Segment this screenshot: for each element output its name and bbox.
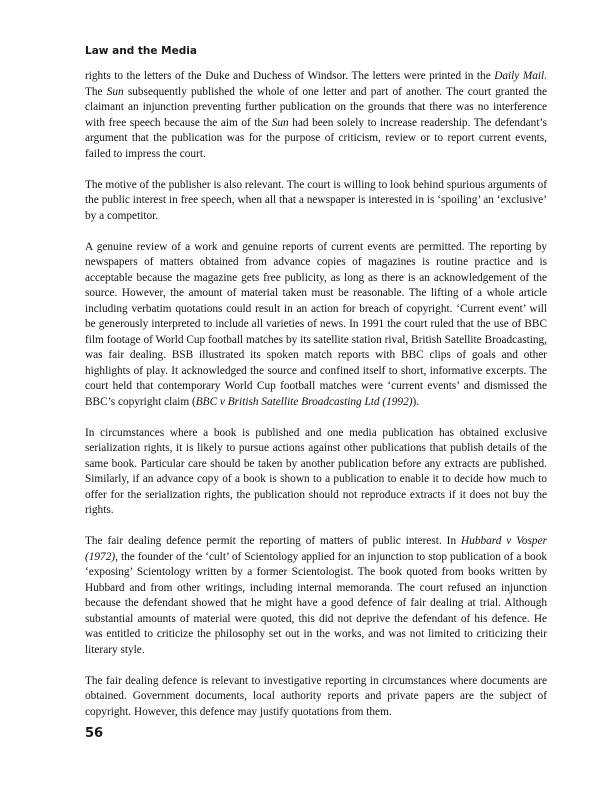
running-header: Law and the Media <box>85 45 197 57</box>
text-run: rights to the letters of the Duke and Duchess of Windsor. The letters were printed in the <box>85 70 495 82</box>
text-run: subsequently published the whole of one letter and part of another. The court granted the claimant an injunction preventing further publication on the grounds that there was no interference with free speech because the aim of the <box>85 85 547 129</box>
text-run: , the founder of the ‘cult’ of Scientology applied for an injunction to stop publication of a book ‘exposing’ Scientology written by a former Scientologist. The book quoted from books written by Hubbard and from other writings, including internal memoranda. The court refused an injunction because the defendant showed that he might have a good defence of fair dealing at trial. Although substantial amounts of material were quoted, this did not deprive the defendant of his defence. He was entitled to criticize the philosophy set out in the works, and was not limited to criticizing their literary style. <box>85 550 547 656</box>
text-run: A genuine review of a work and genuine reports of current events are permitted. The reporting by newspapers of matters obtained from advance copies of magazines is routine practice and is acceptable because the magazine gets free publicity, as long as there is an acknowledgement of the source. However, the amount of material taken must be reasonable. The lifting of a whole article including verbatim quotations could result in an action for breach of copyright. ‘Current event’ will be generously interpreted to include all varieties of news. In 1991 the court ruled that the use of BBC film footage of World Cup football matches by its satellite station rival, British Satellite Broadcasting, was fair dealing. BSB illustrated its spoken match reports with BBC clips of goals and other highlights of play. It acknowledged the source and confined itself to short, informative excerpts. The court held that contemporary World Cup football matches were ‘current events’ and dismissed the BBC’s copyright claim ( <box>85 240 547 408</box>
text-run: The fair dealing defence is relevant to investigative reporting in circumstances where documents are obtained. Government documents, local authority reports and private papers are the subject of copyright. However, this defence may justify quotations from them. <box>85 674 547 718</box>
page-number: 56 <box>85 726 104 741</box>
paragraph <box>85 534 547 658</box>
text-run: The motive of the publisher is also relevant. The court is willing to look behind spurious arguments of the public interest in free speech, when all that a newspaper is interested in is ‘spoiling’ an ‘exclusive’ by a competitor. <box>85 178 547 222</box>
text-run: In circumstances where a book is published and one media publication has obtained exclusive serialization rights, it is likely to pursue actions against other publications that publish details of the same book. Particular care should be taken by another publication before any extracts are published. Similarly, if an advance copy of a book is shown to a publication to enable it to decide how much to offer for the serialization rights, the publication should not reproduce extracts if it does not buy the rights. <box>85 426 547 516</box>
italic-run: Hubbard v Vosper (1972) <box>85 535 547 563</box>
paragraph <box>85 178 547 225</box>
italic-run: Sun <box>271 116 289 129</box>
italic-run: Sun <box>106 85 124 98</box>
italic-run: BBC v British Satellite Broadcasting Ltd (1992) <box>195 395 413 408</box>
paragraph <box>85 674 547 721</box>
body-text <box>85 69 547 720</box>
italic-run: Daily Mail <box>494 70 545 82</box>
text-run: ). <box>412 395 420 408</box>
paragraph <box>85 240 547 411</box>
text-run: had been solely to increase readership. The defendant’s argument that the publication was for the purpose of criticism, review or to report current events, failed to impress the court. <box>85 116 547 160</box>
paragraph <box>85 426 547 519</box>
text-run: . The <box>85 70 547 98</box>
text-run: The fair dealing defence permit the reporting of matters of public interest. In <box>85 535 462 547</box>
paragraph <box>85 69 547 162</box>
